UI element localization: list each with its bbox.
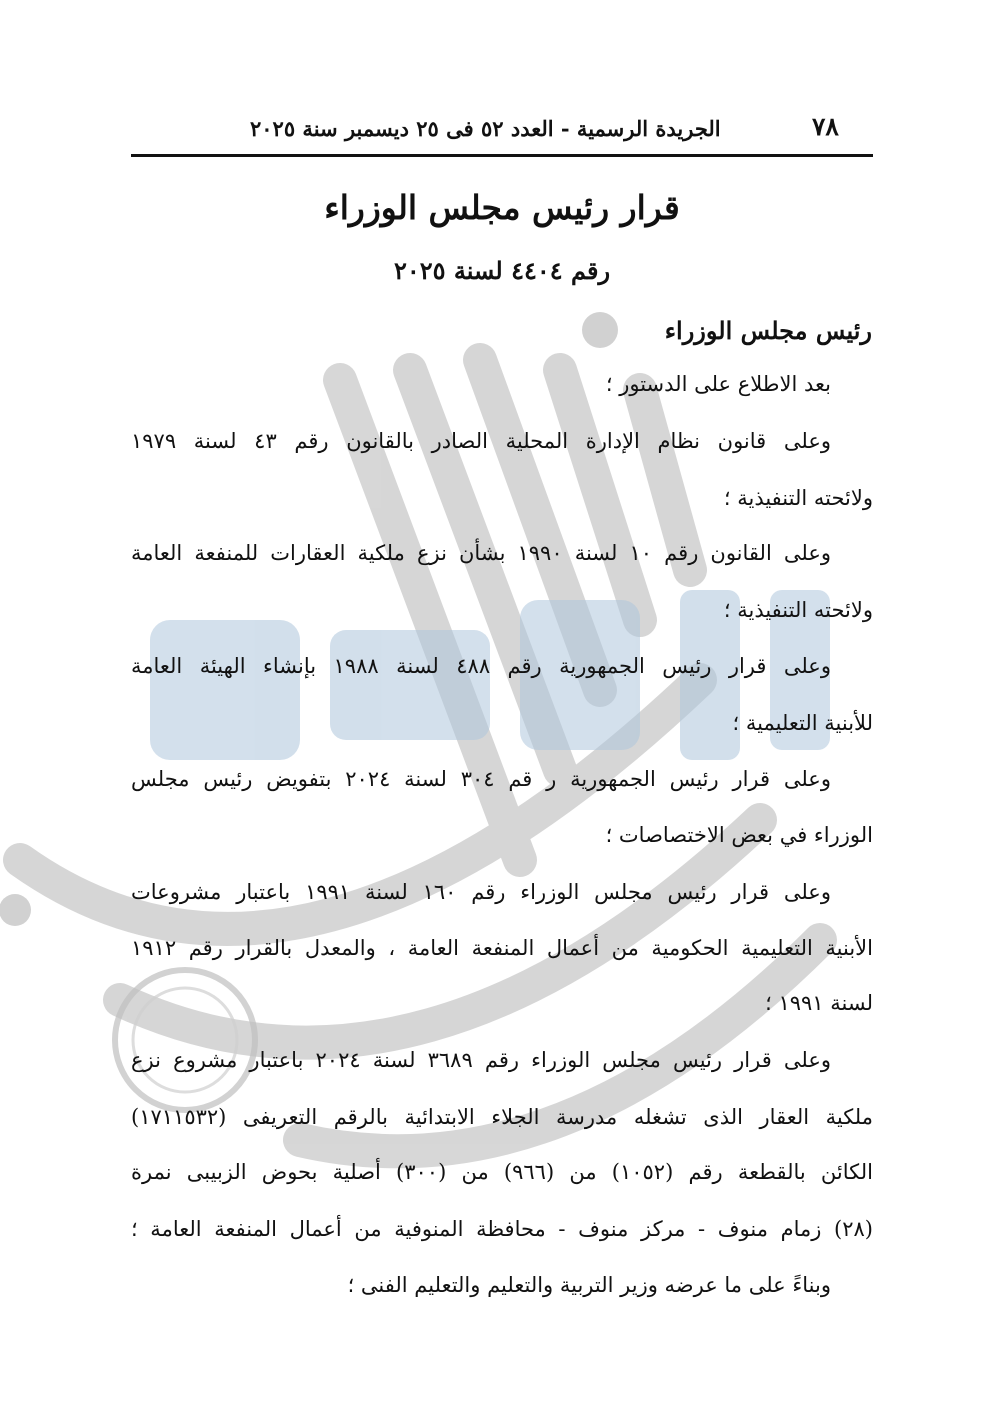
body-line: وعلى قانون نظام الإدارة المحلية الصادر بالقانون رقم ٤٣ لسنة ١٩٧٩ [131,429,831,453]
body-line: وعلى قرار رئيس مجلس الوزراء رقم ٣٦٨٩ لسنة ٢٠٢٤ باعتبار مشروع نزع [131,1048,831,1072]
body-line: الكائن بالقطعة رقم (١٠٥٢) من (٩٦٦) من (٣٠٠) أصلية بحوض الزبيبى نمرة [131,1160,873,1184]
body-line: بعد الاطلاع على الدستور ؛ [605,372,831,396]
body-line: وبناءً على ما عرضه وزير التربية والتعليم والتعليم الفنى ؛ [347,1273,831,1297]
decree-title: قرار رئيس مجلس الوزراء [324,188,680,227]
body-line: وعلى القانون رقم ١٠ لسنة ١٩٩٠ بشأن نزع ملكية العقارات للمنفعة العامة [131,541,831,565]
body-line: للأبنية التعليمية ؛ [732,711,873,735]
body-line: ملكية العقار الذى تشغله مدرسة الجلاء الابتدائية بالرقم التعريفى (١٧١١٥٣٢) [131,1105,873,1129]
body-line: الأبنية التعليمية الحكومية من أعمال المنفعة العامة ، والمعدل بالقرار رقم ١٩١٢ [131,936,873,960]
running-header: الجريدة الرسمية - العدد ٥٢ فى ٢٥ ديسمبر سنة ٢٠٢٥ [250,116,721,141]
decree-number: رقم ٤٤٠٤ لسنة ٢٠٢٥ [393,256,611,285]
body-line: ولائحته التنفيذية ؛ [723,598,873,622]
body-line: وعلى قرار رئيس مجلس الوزراء رقم ١٦٠ لسنة ١٩٩١ باعتبار مشروعات [131,880,831,904]
header-rule [131,154,873,157]
page-number: ٧٨ [812,112,839,141]
body-line: الوزراء في بعض الاختصاصات ؛ [605,823,873,847]
body-line: وعلى قرار رئيس الجمهورية ر قم ٣٠٤ لسنة ٢٠٢٤ بتفويض رئيس مجلس [131,767,831,791]
body-line: وعلى قرار رئيس الجمهورية رقم ٤٨٨ لسنة ١٩٨٨ بإنشاء الهيئة العامة [131,654,831,678]
body-line: (٢٨) زمام منوف - مركز منوف - محافظة المنوفية من أعمال المنفعة العامة ؛ [131,1217,873,1241]
body-line: لسنة ١٩٩١ ؛ [765,991,873,1015]
body-line: ولائحته التنفيذية ؛ [723,486,873,510]
issuer-heading: رئيس مجلس الوزراء [664,316,872,345]
